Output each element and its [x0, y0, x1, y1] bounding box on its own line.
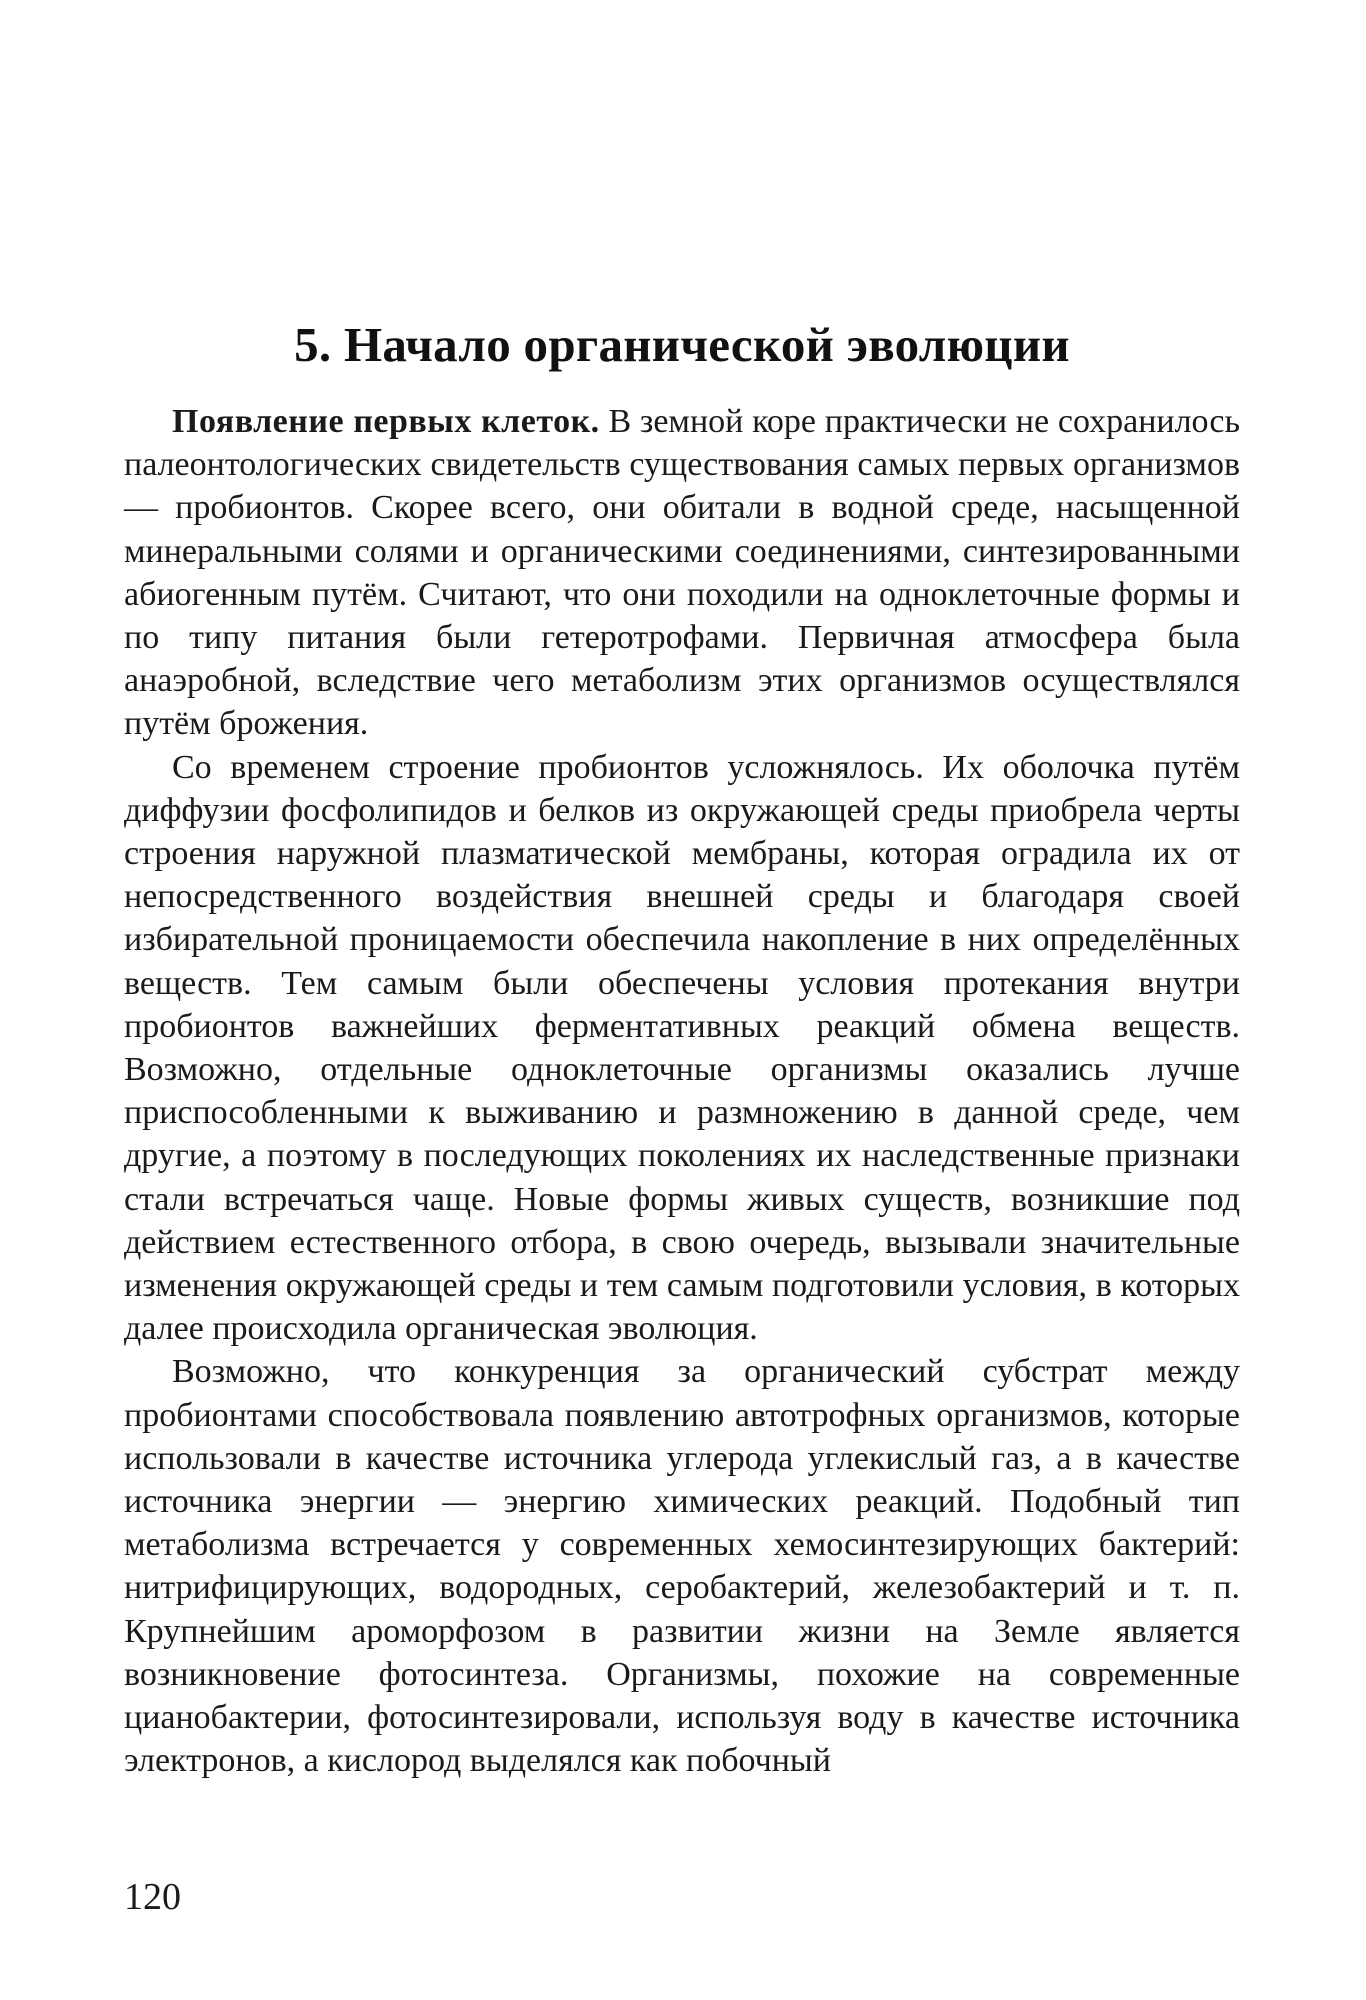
chapter-title: 5. Начало органической эволюции [294, 317, 1070, 372]
paragraph-3: Возможно, что конкуренция за органический субстрат между пробионтами способствовала появлению автотрофных организмов, которые использовали в качестве источника углерода углекислый газ, а в качестве источника энергии — энергию химических реакций. Подобный тип метаболизма встречается у современных хемосинтезирующих бактерий: нитрифицирующих, водородных, серобактерий, железобактерий и т. п. Крупнейшим ароморфозом в развитии жизни на Земле является возникновение фотосинтеза. Организмы, похожие на современные цианобактерии, фотосинтезировали, используя воду в качестве источника электронов, а кислород выделялся как побочный [124, 1353, 1240, 1780]
paragraph-1-text: В земной коре практически не сохранилось палеонтологических свидетельств существования самых первых организмов — пробионтов. Скорее всего, они обитали в водной среде, насыщенной минеральными солями и органическими соединениями, синтезированными абиогенным путём. Считают, что они походили на одноклеточные формы и по типу питания были гетеротрофами. Первичная атмосфера была анаэробной, вследствие чего метаболизм этих организмов осуществлялся путём брожения. [124, 403, 1240, 743]
paragraph-lead-term: Появление первых клеток. [172, 403, 600, 440]
paragraph-2: Со временем строение пробионтов усложнялось. Их оболочка путём диффузии фосфолипидов и белков из окружающей среды приобрела черты строения наружной плазматической мембраны, которая оградила их от непосредственного воздействия внешней среды и благодаря своей избирательной проницаемости обеспечила накопление в них определённых веществ. Тем самым были обеспечены условия протекания внутри пробионтов важнейших ферментативных реакций обмена веществ. Возможно, отдельные одноклеточные организмы оказались лучше приспособленными к выживанию и размножению в данной среде, чем другие, а поэтому в последующих поколениях их наследственные признаки стали встречаться чаще. Новые формы живых существ, возникшие под действием естественного отбора, в свою очередь, вызывали значительные изменения окружающей среды и тем самым подготовили условия, в которых далее происходила органическая эволюция. [124, 748, 1240, 1348]
page-number: 120 [124, 1876, 181, 1918]
paragraph-1 [124, 400, 1240, 746]
body-text [124, 400, 1240, 1783]
book-page [124, 0, 1240, 2000]
